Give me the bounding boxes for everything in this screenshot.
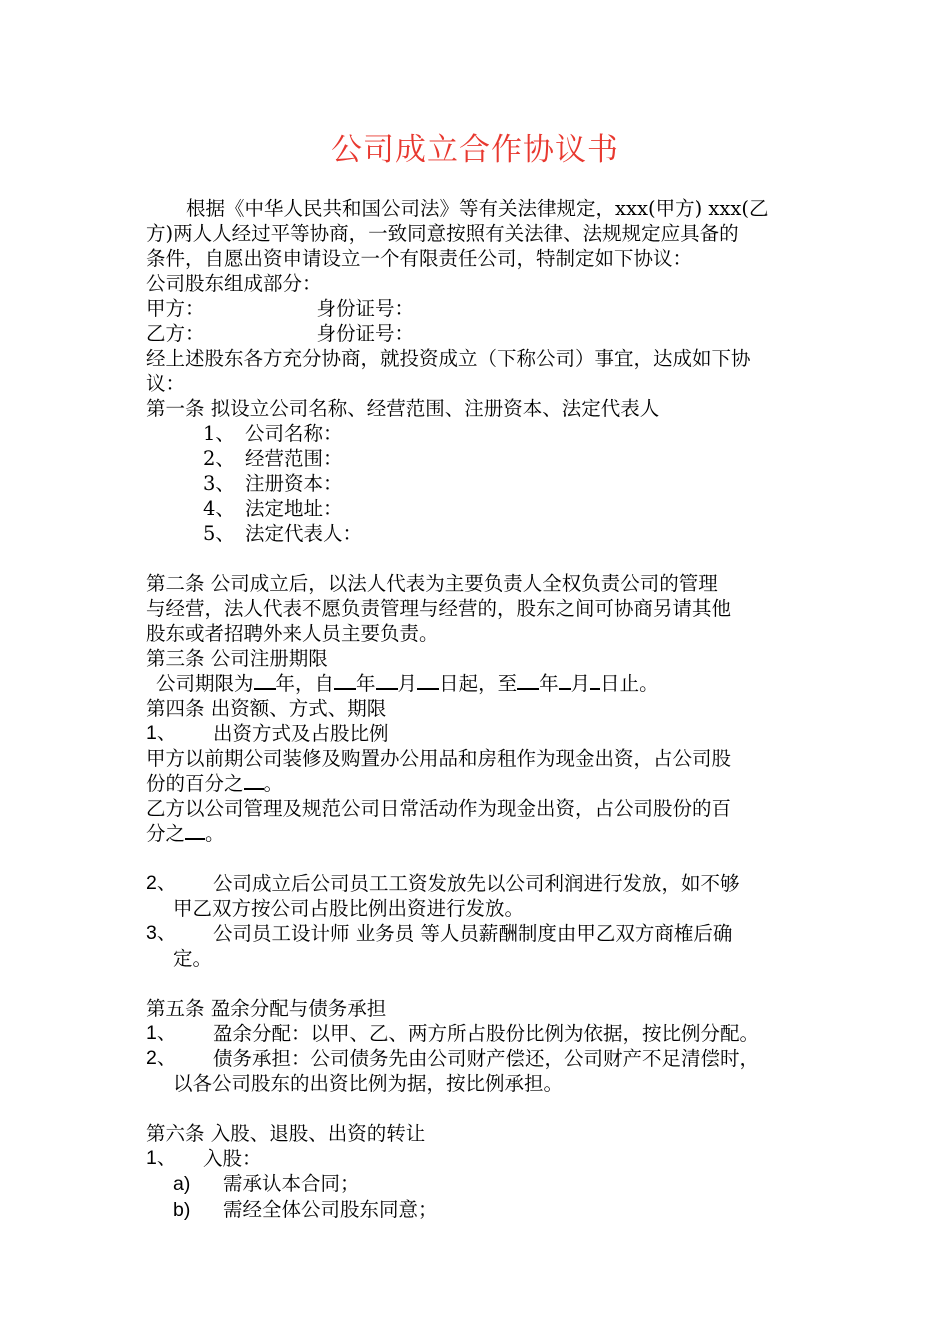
term-text: 年 (539, 672, 559, 695)
item-text: 公司名称： (245, 422, 343, 445)
party-a-label: 甲方： (146, 297, 205, 320)
intro-line: 根据《中华人民共和国公司法》等有关法律规定，xxx(甲方) xxx(乙 (186, 197, 769, 220)
item-continuation: 定。 (173, 947, 213, 970)
article2-line: 第二条 公司成立后，以法人代表为主要负责人全权负责公司的管理 (146, 572, 718, 595)
article4-item1 (146, 721, 826, 746)
spacer (146, 1096, 826, 1121)
term-text: 月 (570, 672, 591, 695)
party-a-row (146, 296, 826, 321)
item-text: 法定地址： (245, 497, 343, 520)
item-text: 。 (263, 772, 284, 795)
sub-item (146, 1197, 826, 1223)
item-number: 5、 (203, 522, 235, 545)
blank-underline (185, 821, 205, 840)
spacer (146, 846, 826, 871)
item-number: 2、 (146, 1047, 177, 1069)
term-text: 年，自 (275, 672, 335, 695)
item-text: 盈余分配：以甲、乙、两方所占股份比例为依据，按比例分配。 (213, 1022, 760, 1045)
item-number: 1、 (203, 422, 235, 445)
term-line (146, 671, 826, 696)
item-text: 份的百分之 (146, 772, 244, 795)
list-item (203, 471, 826, 496)
item-text: 分之 (146, 822, 186, 845)
blank-underline (334, 671, 356, 690)
article3-heading: 第三条 公司注册期限 (146, 647, 328, 670)
item-number: 1、 (146, 1147, 177, 1169)
item-number: 3、 (146, 922, 177, 944)
item-text: 公司员工设计师 业务员 等人员薪酬制度由甲乙双方商榷后确 (213, 922, 733, 945)
list-item (203, 446, 826, 471)
intro-line: 条件，自愿出资申请设立一个有限责任公司，特制定如下协议： (146, 247, 693, 270)
party-a-contribution-end (146, 771, 826, 796)
list-item (203, 496, 826, 521)
consensus-line: 议： (146, 372, 186, 395)
party-a-id-label: 身份证号： (316, 297, 415, 320)
item-number: a) (173, 1173, 191, 1195)
term-text: 公司期限为 (156, 672, 254, 695)
term-text: 日起，至 (439, 672, 518, 695)
item-number: 4、 (203, 497, 235, 520)
blank-underline (517, 671, 539, 690)
article2-line: 与经营，法人代表不愿负责管理与经营的，股东之间可协商另请其他 (146, 597, 732, 620)
shareholders-heading: 公司股东组成部分： (146, 272, 322, 295)
intro-line: 方)两人人经过平等协商，一致同意按照有关法律、法规规定应具备的 (146, 222, 739, 245)
item-text: 需经全体公司股东同意； (223, 1198, 438, 1221)
item-continuation: 甲乙双方按公司占股比例出资进行发放。 (173, 897, 525, 920)
article5-item2 (146, 1046, 826, 1071)
spacer (146, 971, 826, 996)
item-number: 3、 (203, 472, 235, 495)
item-number: 1、 (146, 1022, 177, 1044)
term-text: 月 (397, 672, 418, 695)
item-number: 2、 (146, 872, 177, 894)
term-text: 日止。 (600, 672, 659, 695)
item-number: b) (173, 1199, 191, 1221)
term-text: 年 (356, 672, 376, 695)
item-text: 经营范围： (245, 447, 343, 470)
blank-underline (590, 671, 600, 690)
item-text: 需承认本合同； (223, 1172, 360, 1195)
list-item (203, 521, 826, 546)
article4-item2 (146, 871, 826, 896)
item-number: 1、 (146, 722, 177, 744)
item-continuation: 以各公司股东的出资比例为据，按比例承担。 (173, 1072, 564, 1095)
article1-heading: 第一条 拟设立公司名称、经营范围、注册资本、法定代表人 (146, 397, 660, 420)
list-item (203, 421, 826, 446)
party-b-id-label: 身份证号： (316, 322, 415, 345)
consensus-line: 经上述股东各方充分协商，就投资成立（下称公司）事宜，达成如下协 (146, 347, 751, 370)
document-title: 公司成立合作协议书 (331, 132, 619, 168)
document-body (146, 196, 826, 1223)
spacer (146, 546, 826, 571)
article5-heading: 第五条 盈余分配与债务承担 (146, 997, 387, 1020)
item-text: 入股： (203, 1147, 262, 1170)
blank-underline (254, 671, 276, 690)
item-text: 法定代表人： (245, 522, 363, 545)
article6-heading: 第六条 入股、退股、出资的转让 (146, 1122, 426, 1145)
party-b-label: 乙方： (146, 322, 205, 345)
blank-underline (559, 671, 571, 690)
party-a-contribution: 甲方以前期公司装修及购置办公用品和房租作为现金出资，占公司股 (146, 747, 732, 770)
article4-item3 (146, 921, 826, 946)
article1-list (146, 421, 826, 546)
party-b-row (146, 321, 826, 346)
item-text: 债务承担：公司债务先由公司财产偿还，公司财产不足清偿时， (213, 1047, 760, 1070)
blank-underline (244, 771, 264, 790)
blank-underline (376, 671, 398, 690)
party-b-contribution: 乙方以公司管理及规范公司日常活动作为现金出资，占公司股份的百 (146, 797, 732, 820)
item-text: 公司成立后公司员工工资发放先以公司利润进行发放，如不够 (213, 872, 740, 895)
sub-item (146, 1171, 826, 1197)
article2-line: 股东或者招聘外来人员主要负责。 (146, 622, 439, 645)
item-text: 出资方式及占股比例 (213, 722, 389, 745)
article4-heading: 第四条 出资额、方式、期限 (146, 697, 387, 720)
party-b-contribution-end (146, 821, 826, 846)
article6-item1 (146, 1146, 826, 1171)
item-text: 注册资本： (245, 472, 343, 495)
item-text: 。 (205, 822, 225, 845)
item-number: 2、 (203, 447, 235, 470)
blank-underline (417, 671, 439, 690)
article5-item1 (146, 1021, 826, 1046)
